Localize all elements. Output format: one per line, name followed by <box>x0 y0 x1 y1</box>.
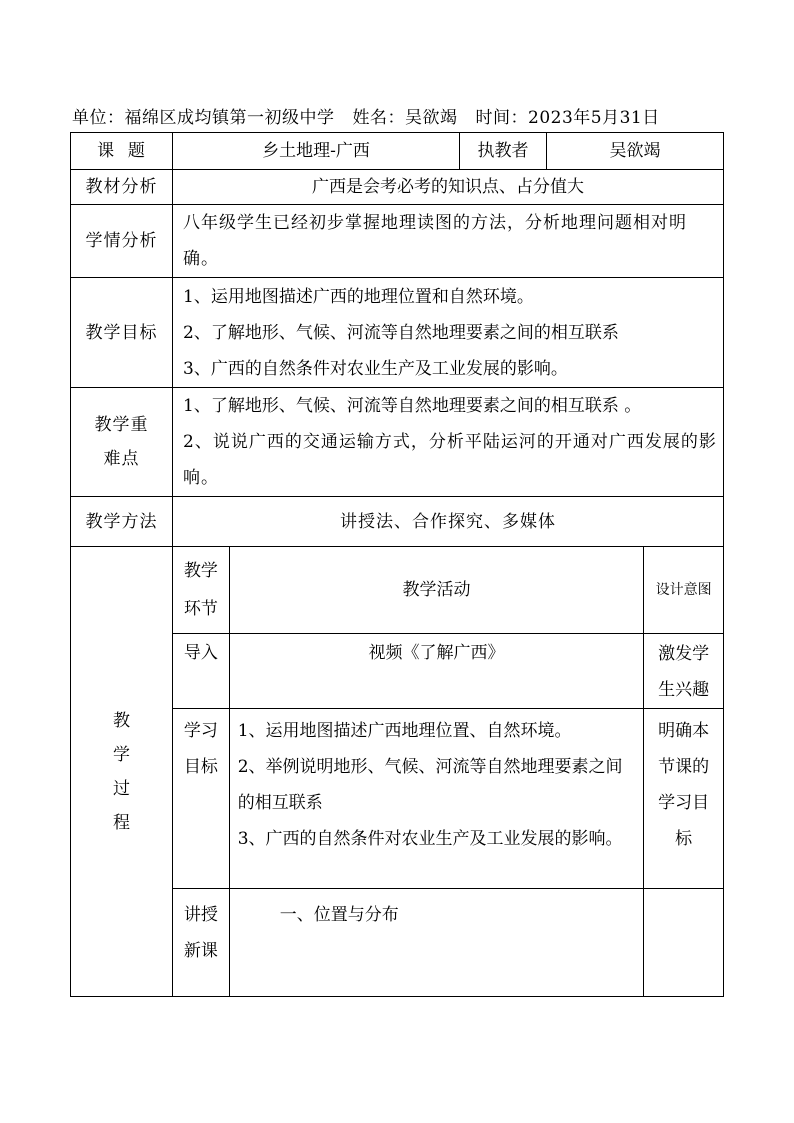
process-cell <box>173 547 724 997</box>
material-value: 广西是会考必考的知识点、占分值大 <box>173 170 724 205</box>
activity-goals <box>229 708 644 888</box>
stage-header-line2: 环节 <box>183 598 218 619</box>
students-label: 学情分析 <box>71 205 173 278</box>
lesson-plan-table <box>70 132 724 997</box>
key-points-label <box>71 388 173 497</box>
document-header <box>72 104 724 132</box>
intent-intro: 激发学生兴趣 <box>644 633 723 708</box>
students-value: 八年级学生已经初步掌握地理读图的方法，分析地理问题相对明确。 <box>173 205 724 278</box>
activity-header: 教学活动 <box>229 547 644 633</box>
process-label <box>71 547 173 997</box>
process-label-char: 教 <box>113 710 130 731</box>
intent-header: 设计意图 <box>644 547 723 633</box>
key-points-list <box>173 388 724 497</box>
intent-new-lesson <box>644 888 723 996</box>
stage-intro: 导入 <box>173 633 229 708</box>
process-label-char: 过 <box>113 778 130 799</box>
goal-item: 3、广西的自然条件对农业生产及工业发展的影响。 <box>183 358 568 379</box>
material-label: 教材分析 <box>71 170 173 205</box>
activity-goal-item: 2、举例说明地形、气候、河流等自然地理要素之间的相互联系 <box>237 756 623 813</box>
goal-item: 2、了解地形、气候、河流等自然地理要素之间的相互联系 <box>183 322 619 343</box>
key-point-item: 1、了解地形、气候、河流等自然地理要素之间的相互联系 。 <box>183 396 642 416</box>
stage-new-lesson: 讲授新课 <box>173 888 229 996</box>
intent-goals: 明确本节课的学习目标 <box>644 708 723 888</box>
activity-new-lesson: 一、位置与分布 <box>229 888 644 996</box>
process-label-char: 程 <box>113 812 130 833</box>
key-point-item: 2、说说广西的交通运输方式，分析平陆运河的开通对广西发展的影响。 <box>183 432 717 488</box>
activity-intro: 视频《了解广西》 <box>229 633 644 708</box>
teacher-label: 执教者 <box>460 133 547 170</box>
topic-label: 课 题 <box>71 133 173 170</box>
activity-goal-item: 1、运用地图描述广西地理位置、自然环境。 <box>237 720 572 741</box>
key-points-label-line2: 难点 <box>103 449 140 469</box>
stage-goals: 学习目标 <box>173 708 229 888</box>
unit-label: 单位：福绵区成均镇第一初级中学 <box>72 108 335 128</box>
topic-value: 乡土地理-广西 <box>173 133 460 170</box>
goal-item: 1、运用地图描述广西的地理位置和自然环境。 <box>183 286 534 307</box>
key-points-label-line1: 教学重 <box>94 415 149 435</box>
methods-label: 教学方法 <box>71 497 173 547</box>
name-label: 姓名：吴欲竭 <box>352 108 458 128</box>
activity-goal-item: 3、广西的自然条件对农业生产及工业发展的影响。 <box>237 828 623 849</box>
process-label-char: 学 <box>113 744 130 765</box>
goals-label: 教学目标 <box>71 278 173 388</box>
teacher-value: 吴欲竭 <box>547 133 724 170</box>
stage-header-line1: 教学 <box>183 560 218 581</box>
goals-list <box>173 278 724 388</box>
stage-header <box>173 547 229 633</box>
methods-value: 讲授法、合作探究、多媒体 <box>173 497 724 547</box>
time-label: 时间：2023年5月31日 <box>475 108 660 128</box>
process-table <box>173 547 723 996</box>
